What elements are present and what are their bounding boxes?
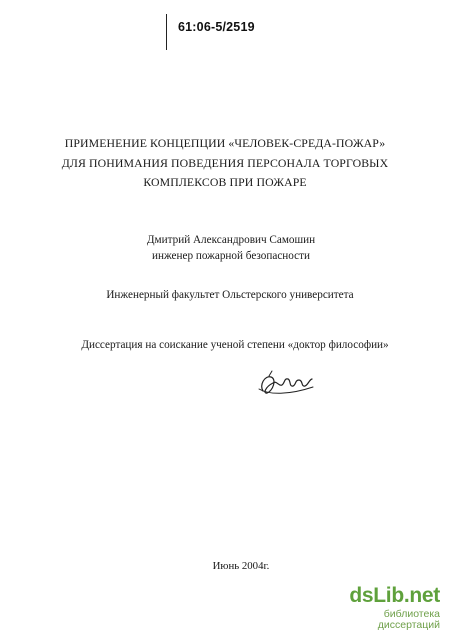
catalog-number: 61:06-5/2519 — [178, 20, 255, 34]
signature — [255, 367, 317, 399]
watermark-logo[interactable]: dsLib.net — [349, 584, 440, 607]
title-line-1: ПРИМЕНЕНИЕ КОНЦЕПЦИИ «ЧЕЛОВЕК-СРЕДА-ПОЖАР» — [64, 136, 386, 150]
watermark-subtitle: библиотека диссертаций — [377, 608, 440, 631]
degree-statement: Диссертация на соискание ученой степени «доктор философии» — [81, 339, 389, 351]
author-position: инженер пожарной безопасности — [151, 250, 311, 262]
title-line-2: ДЛЯ ПОНИМАНИЯ ПОВЕДЕНИЯ ПЕРСОНАЛА ТОРГОВЫХ — [61, 156, 389, 170]
title-line-3: КОМПЛЕКСОВ ПРИ ПОЖАРЕ — [143, 175, 307, 189]
author-name: Дмитрий Александрович Самошин — [146, 234, 316, 246]
affiliation: Инженерный факультет Ольстерского университета — [106, 289, 354, 301]
margin-rule — [166, 14, 167, 50]
date: Июнь 2004г. — [212, 560, 270, 572]
watermark[interactable] — [320, 585, 440, 630]
